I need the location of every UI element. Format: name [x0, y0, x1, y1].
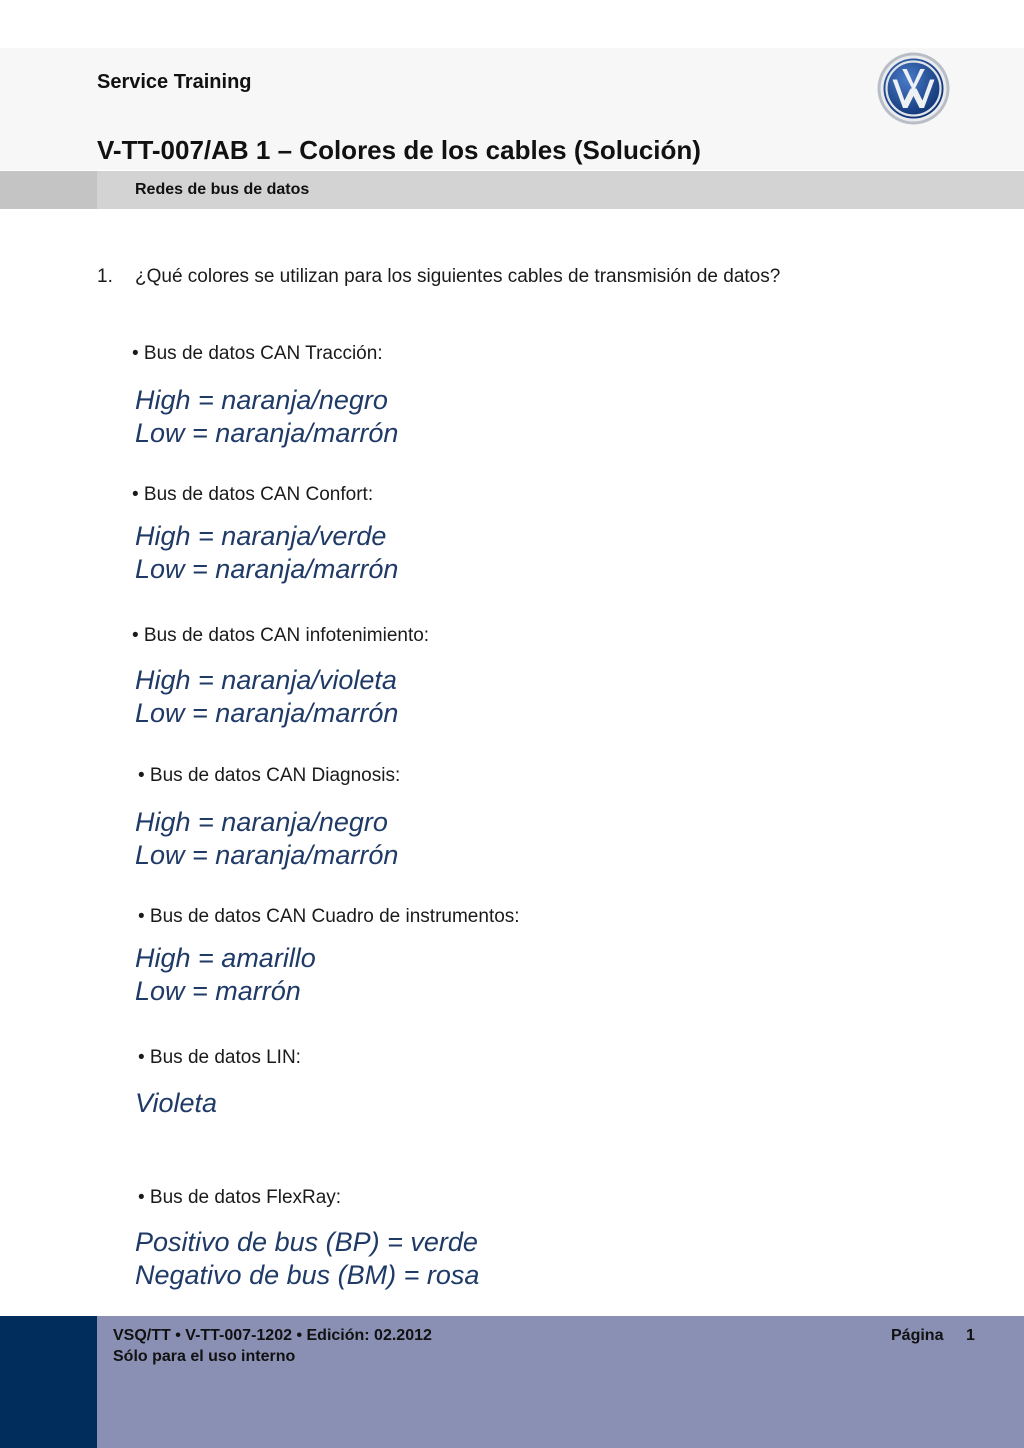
document-title: V-TT-007/AB 1 – Colores de los cables (Solución): [97, 135, 701, 165]
subtitle-text: Redes de bus de datos: [135, 181, 310, 198]
page-footer: [0, 1316, 1024, 1448]
answer-line: High = naranja/violeta: [135, 665, 397, 695]
answer-lin: [135, 1087, 217, 1120]
question: [97, 266, 780, 288]
answer-can-traccion: [135, 384, 398, 450]
bus-label-can-confort: • Bus de datos CAN Confort:: [132, 484, 374, 505]
bus-label-can-cuadro-instrumentos: • Bus de datos CAN Cuadro de instrumentos:: [138, 906, 520, 927]
volkswagen-logo-icon: [876, 51, 951, 126]
answer-line: Violeta: [135, 1088, 218, 1118]
question-number: 1.: [97, 266, 113, 287]
brand-label: Service Training: [97, 71, 252, 93]
answer-can-diagnosis: [135, 806, 398, 872]
answer-line: Low = naranja/marrón: [135, 418, 399, 448]
subtitle-left-strip: [0, 171, 97, 209]
answer-line: Positivo de bus (BP) = verde: [135, 1227, 478, 1257]
answer-line: High = naranja/negro: [135, 385, 388, 415]
answer-line: Low = naranja/marrón: [135, 840, 399, 870]
answer-can-cuadro-instrumentos: [135, 942, 316, 1008]
bus-label-can-diagnosis: • Bus de datos CAN Diagnosis:: [138, 765, 401, 786]
answer-line: Low = naranja/marrón: [135, 554, 399, 584]
footer-doc-info: VSQ/TT • V-TT-007-1202 • Edición: 02.2012: [113, 1327, 432, 1344]
answer-line: Negativo de bus (BM) = rosa: [135, 1260, 480, 1290]
answer-line: Low = marrón: [135, 976, 301, 1006]
answer-line: Low = naranja/marrón: [135, 698, 399, 728]
footer-navy-strip: [0, 1316, 97, 1448]
page-number: 1: [966, 1327, 975, 1344]
bus-label-lin: • Bus de datos LIN:: [138, 1047, 301, 1068]
answer-line: High = naranja/verde: [135, 521, 387, 551]
subtitle-band: [0, 171, 1024, 209]
page-label: Página: [891, 1327, 944, 1344]
bus-label-can-traccion: • Bus de datos CAN Tracción:: [132, 343, 383, 364]
bus-label-flexray: • Bus de datos FlexRay:: [138, 1187, 342, 1208]
question-text: ¿Qué colores se utilizan para los siguientes cables de transmisión de datos?: [135, 266, 781, 287]
answer-line: High = naranja/negro: [135, 807, 388, 837]
answer-can-infotenimiento: [135, 664, 398, 730]
top-margin: [0, 0, 1024, 48]
footer-internal-use: Sólo para el uso interno: [113, 1348, 296, 1365]
bus-label-can-infotenimiento: • Bus de datos CAN infotenimiento:: [132, 625, 430, 646]
answer-line: High = amarillo: [135, 943, 316, 973]
answer-flexray: [135, 1226, 479, 1292]
answer-can-confort: [135, 520, 398, 586]
